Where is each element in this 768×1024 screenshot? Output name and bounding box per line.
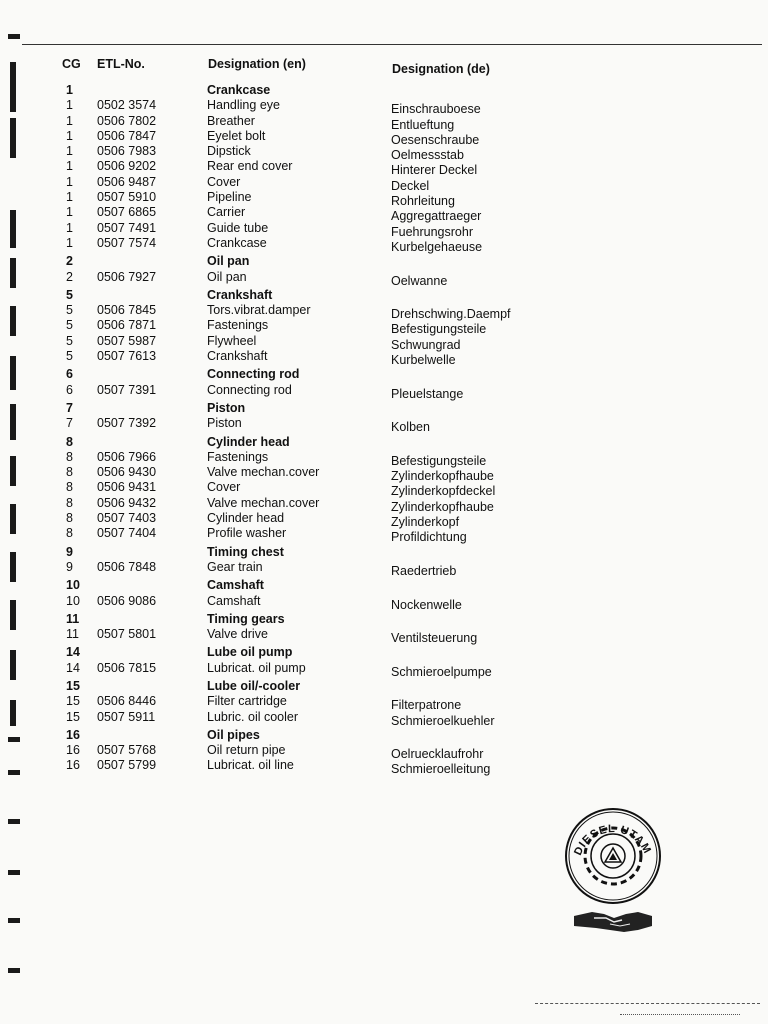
part-designation-de: Einschrauboese	[391, 102, 481, 117]
group-title: Timing gears	[207, 611, 285, 626]
group-header-row	[0, 435, 768, 450]
group-header-row	[0, 578, 768, 593]
part-designation-en: Cover	[207, 480, 241, 495]
part-etl-no: 0507 7391	[97, 382, 157, 397]
part-designation-de: Pleuelstange	[391, 386, 464, 401]
part-row	[0, 559, 768, 578]
part-etl-no: 0506 8446	[97, 694, 157, 709]
part-cg: 1	[66, 159, 73, 174]
part-designation-de: Kolben	[391, 420, 430, 435]
part-designation-en: Profile washer	[207, 526, 287, 541]
part-designation-de: Zylinderkopfdeckel	[391, 484, 496, 499]
part-row	[0, 709, 768, 728]
top-rule	[22, 44, 762, 45]
part-designation-en: Piston	[207, 416, 242, 431]
group-cg: 2	[66, 254, 73, 269]
part-designation-en: Tors.vibrat.damper	[207, 303, 311, 318]
group-cg: 11	[66, 611, 80, 626]
part-row	[0, 318, 768, 337]
group-header-row	[0, 612, 768, 627]
part-designation-en: Gear train	[207, 559, 263, 574]
group-header-row	[0, 645, 768, 660]
header-etl-no: ETL-No.	[97, 57, 145, 71]
group-cg: 10	[66, 578, 80, 593]
part-cg: 1	[66, 220, 73, 235]
part-designation-de: Zylinderkopf	[391, 515, 460, 530]
group-title: Cylinder head	[207, 434, 290, 449]
part-designation-en: Guide tube	[207, 220, 269, 235]
part-etl-no: 0507 5987	[97, 333, 157, 348]
group-title: Lube oil pump	[207, 645, 293, 660]
part-designation-de: Fuehrungsrohr	[391, 224, 473, 239]
part-cg: 5	[66, 333, 73, 348]
group-header-row	[0, 367, 768, 382]
part-row	[0, 416, 768, 435]
part-cg: 9	[66, 559, 73, 574]
group-cg: 9	[66, 544, 73, 559]
group-header-row	[0, 401, 768, 416]
group-cg: 1	[66, 83, 73, 97]
part-cg: 1	[66, 174, 73, 189]
part-designation-de: Schmieroelpumpe	[391, 664, 492, 679]
part-designation-en: Valve mechan.cover	[207, 495, 320, 510]
part-designation-de: Zylinderkopfhaube	[391, 499, 494, 514]
part-designation-de: Befestigungsteile	[391, 453, 487, 468]
part-designation-en: Handling eye	[207, 98, 280, 113]
group-title: Timing chest	[207, 544, 284, 559]
part-cg: 16	[66, 743, 80, 758]
part-row	[0, 382, 768, 401]
part-cg: 1	[66, 205, 73, 220]
part-cg: 8	[66, 480, 73, 495]
part-designation-en: Lubricat. oil line	[207, 758, 294, 773]
part-cg: 15	[66, 709, 80, 724]
part-designation-de: Rohrleitung	[391, 194, 455, 209]
part-etl-no: 0506 7845	[97, 303, 157, 318]
group-header-row	[0, 83, 768, 98]
group-title: Oil pipes	[207, 727, 260, 742]
part-cg: 8	[66, 449, 73, 464]
part-etl-no: 0506 7966	[97, 449, 157, 464]
part-etl-no: 0507 5911	[97, 709, 156, 724]
group-header-row	[0, 679, 768, 694]
part-etl-no: 0506 7847	[97, 128, 157, 143]
part-designation-de: Schwungrad	[391, 337, 461, 352]
group-cg: 7	[66, 400, 73, 415]
part-etl-no: 0507 5799	[97, 758, 157, 773]
group-title: Crankshaft	[207, 287, 273, 302]
part-row	[0, 205, 768, 224]
part-row	[0, 465, 768, 484]
part-cg: 11	[66, 627, 79, 642]
part-row	[0, 495, 768, 514]
part-etl-no: 0506 9487	[97, 174, 157, 189]
part-designation-en: Lubricat. oil pump	[207, 660, 306, 675]
part-designation-en: Fastenings	[207, 318, 269, 333]
part-cg: 1	[66, 144, 73, 159]
part-designation-de: Deckel	[391, 178, 430, 193]
part-designation-en: Valve mechan.cover	[207, 465, 320, 480]
part-cg: 1	[66, 235, 73, 250]
part-row	[0, 235, 768, 254]
part-designation-en: Flywheel	[207, 333, 257, 348]
part-designation-en: Crankcase	[207, 235, 267, 250]
part-cg: 8	[66, 495, 73, 510]
part-etl-no: 0506 9432	[97, 495, 157, 510]
part-designation-en: Cylinder head	[207, 511, 285, 526]
part-row	[0, 660, 768, 679]
part-designation-de: Oesenschraube	[391, 132, 480, 147]
part-row	[0, 333, 768, 352]
part-cg: 1	[66, 98, 73, 113]
part-etl-no: 0507 7574	[97, 235, 157, 250]
part-etl-no: 0506 7871	[97, 318, 157, 333]
part-designation-de: Zylinderkopfhaube	[391, 469, 494, 484]
part-row	[0, 480, 768, 499]
part-etl-no: 0506 9430	[97, 465, 157, 480]
part-row	[0, 758, 768, 777]
part-designation-de: Kurbelwelle	[391, 353, 456, 368]
part-designation-de: Schmieroelleitung	[391, 762, 491, 777]
part-cg: 6	[66, 382, 73, 397]
part-cg: 1	[66, 128, 73, 143]
diesel-utama-logo	[560, 806, 666, 938]
group-title: Crankcase	[207, 83, 271, 97]
part-designation-en: Eyelet bolt	[207, 128, 266, 143]
part-cg: 2	[66, 269, 73, 284]
part-row	[0, 144, 768, 163]
part-designation-de: Oelmessstab	[391, 148, 464, 163]
header-designation-en: Designation (en)	[208, 57, 306, 71]
part-cg: 1	[66, 190, 73, 205]
part-designation-de: Aggregattraeger	[391, 209, 482, 224]
part-designation-de: Entlueftung	[391, 117, 455, 132]
group-cg: 14	[66, 645, 80, 660]
part-etl-no: 0507 5910	[97, 190, 157, 205]
group-header-row	[0, 728, 768, 743]
header-designation-de: Designation (de)	[392, 62, 490, 76]
part-row	[0, 694, 768, 713]
part-designation-en: Crankshaft	[207, 349, 268, 364]
part-designation-en: Valve drive	[207, 627, 268, 642]
part-designation-de: Profildichtung	[391, 530, 467, 545]
part-cg: 7	[66, 416, 73, 431]
part-row	[0, 174, 768, 193]
part-designation-de: Drehschwing.Daempf	[391, 307, 511, 322]
part-designation-de: Kurbelgehaeuse	[391, 239, 483, 254]
part-row	[0, 190, 768, 209]
part-row	[0, 627, 768, 646]
part-designation-de: Oelruecklaufrohr	[391, 747, 484, 762]
part-etl-no: 0506 7848	[97, 559, 157, 574]
part-etl-no: 0507 7403	[97, 511, 157, 526]
part-designation-en: Oil pan	[207, 269, 247, 284]
part-etl-no: 0506 9086	[97, 593, 157, 608]
part-designation-en: Dipstick	[207, 144, 251, 159]
part-row	[0, 113, 768, 132]
part-row	[0, 303, 768, 322]
part-designation-de: Ventilsteuerung	[391, 631, 478, 646]
part-cg: 14	[66, 660, 80, 675]
part-row	[0, 511, 768, 530]
part-designation-de: Schmieroelkuehler	[391, 713, 495, 728]
group-cg: 6	[66, 367, 73, 382]
part-row	[0, 98, 768, 117]
group-title: Connecting rod	[207, 367, 300, 382]
part-cg: 8	[66, 465, 73, 480]
scan-artifact-line	[620, 1014, 740, 1015]
part-designation-en: Oil return pipe	[207, 743, 286, 758]
parts-table	[0, 80, 768, 777]
part-etl-no: 0502 3574	[97, 98, 157, 113]
part-etl-no: 0507 5801	[97, 627, 157, 642]
part-cg: 15	[66, 694, 80, 709]
part-row	[0, 743, 768, 762]
part-cg: 8	[66, 526, 73, 541]
part-designation-en: Cover	[207, 174, 241, 189]
part-row	[0, 128, 768, 147]
part-etl-no: 0507 6865	[97, 205, 157, 220]
part-designation-de: Hinterer Deckel	[391, 163, 478, 178]
part-row	[0, 220, 768, 239]
part-designation-en: Filter cartridge	[207, 694, 287, 709]
part-etl-no: 0507 7404	[97, 526, 157, 541]
part-etl-no: 0506 9202	[97, 159, 157, 174]
group-cg: 8	[66, 434, 73, 449]
part-designation-de: Befestigungsteile	[391, 322, 487, 337]
part-designation-de: Nockenwelle	[391, 597, 462, 612]
part-row	[0, 526, 768, 545]
part-etl-no: 0507 7613	[97, 349, 157, 364]
part-row	[0, 269, 768, 288]
part-designation-de: Oelwanne	[391, 273, 448, 288]
group-title: Oil pan	[207, 254, 250, 269]
part-designation-en: Carrier	[207, 205, 246, 220]
part-designation-en: Rear end cover	[207, 159, 293, 174]
part-designation-de: Filterpatrone	[391, 698, 462, 713]
group-cg: 16	[66, 727, 80, 742]
group-header-row	[0, 545, 768, 560]
group-title: Piston	[207, 400, 246, 415]
part-etl-no: 0507 7491	[97, 220, 157, 235]
part-designation-en: Camshaft	[207, 593, 261, 608]
svg-text:DIESEL UTAMA: DIESEL UTAM	[572, 823, 654, 858]
part-row	[0, 349, 768, 368]
part-cg: 5	[66, 318, 73, 333]
part-designation-de: Raedertrieb	[391, 563, 457, 578]
part-etl-no: 0507 7392	[97, 416, 157, 431]
part-row	[0, 159, 768, 178]
group-cg: 5	[66, 287, 73, 302]
part-etl-no: 0506 7927	[97, 269, 157, 284]
part-designation-en: Fastenings	[207, 449, 269, 464]
part-designation-en: Breather	[207, 113, 255, 128]
group-header-row	[0, 254, 768, 269]
part-cg: 16	[66, 758, 80, 773]
part-etl-no: 0506 9431	[97, 480, 157, 495]
part-cg: 10	[66, 593, 80, 608]
group-header-row	[0, 288, 768, 303]
part-cg: 5	[66, 349, 73, 364]
part-etl-no: 0506 7815	[97, 660, 157, 675]
part-row	[0, 449, 768, 468]
part-row	[0, 593, 768, 612]
scan-artifact-line	[535, 1003, 760, 1004]
group-cg: 15	[66, 678, 80, 693]
part-designation-en: Lubric. oil cooler	[207, 709, 299, 724]
group-title: Camshaft	[207, 578, 264, 593]
part-designation-en: Pipeline	[207, 190, 252, 205]
part-etl-no: 0507 5768	[97, 743, 157, 758]
header-cg: CG	[62, 57, 81, 71]
part-cg: 5	[66, 303, 73, 318]
part-designation-en: Connecting rod	[207, 382, 292, 397]
part-cg: 1	[66, 113, 73, 128]
group-title: Lube oil/-cooler	[207, 678, 301, 693]
part-cg: 8	[66, 511, 73, 526]
part-etl-no: 0506 7983	[97, 144, 157, 159]
part-etl-no: 0506 7802	[97, 113, 157, 128]
